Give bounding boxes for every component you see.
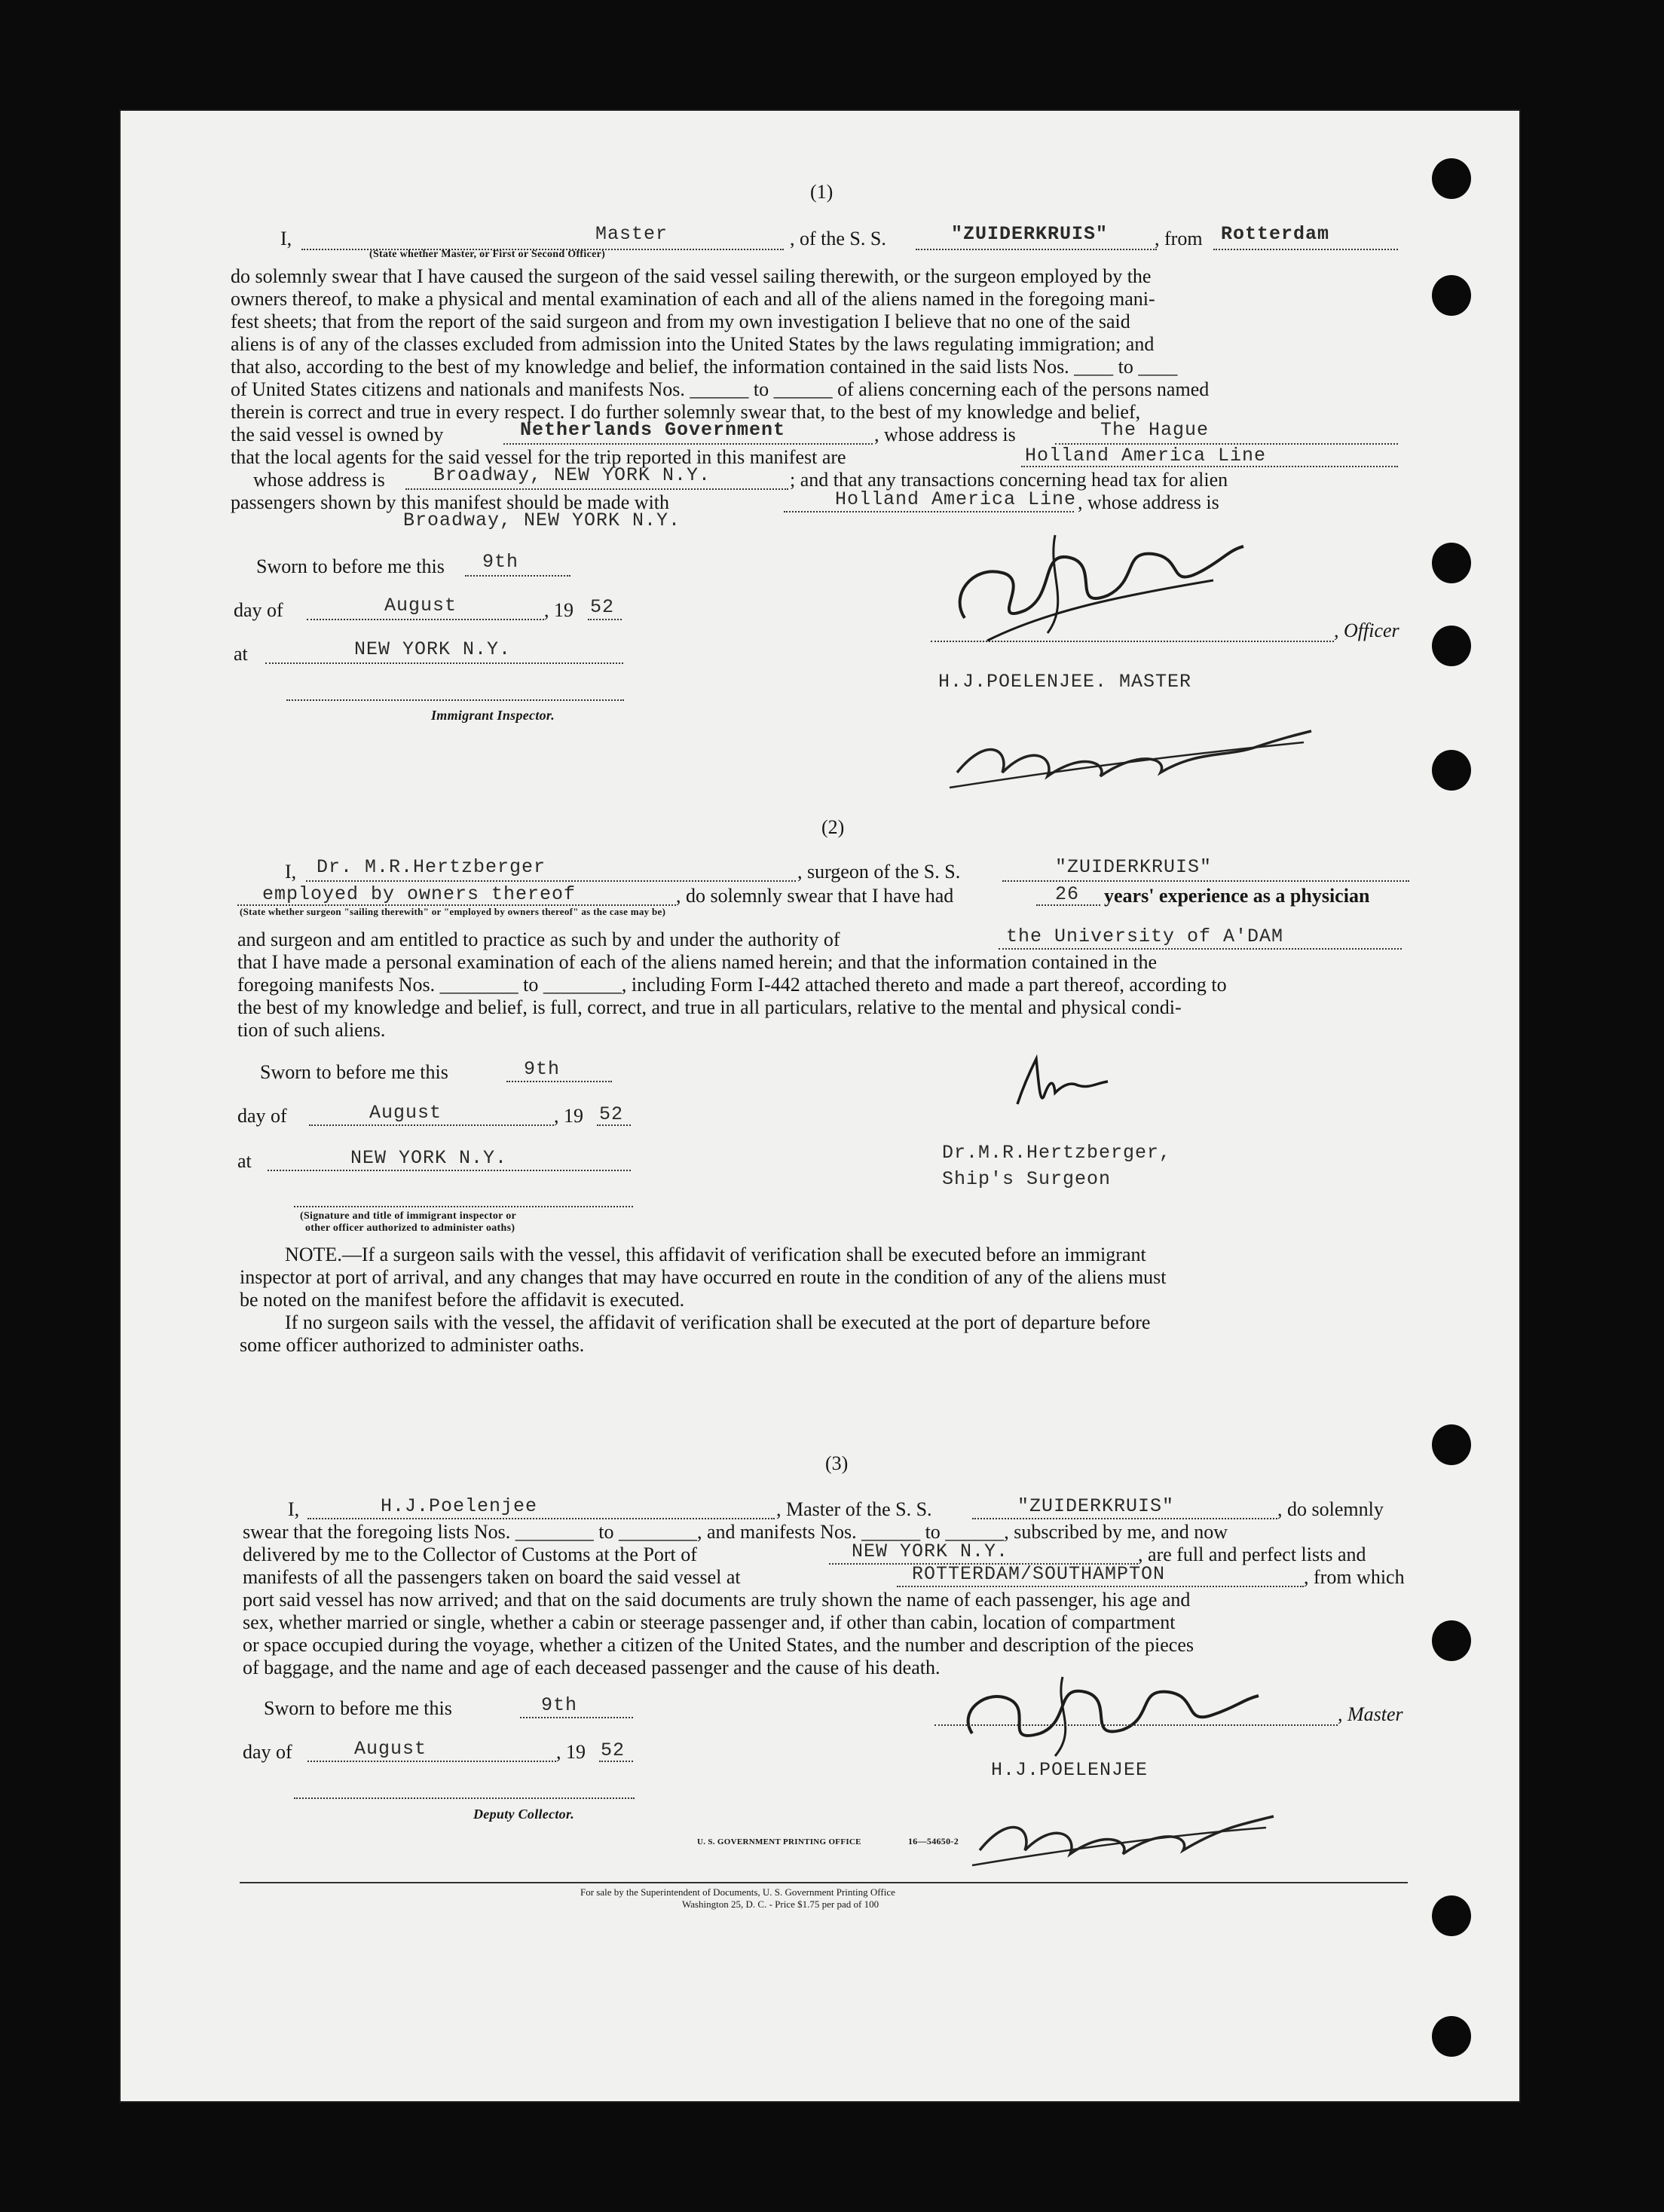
- oath-line: aliens is of any of the classes excluded from admission into the United States by the laws regulating immigration; and: [231, 333, 1155, 355]
- sworn-month: August: [384, 595, 457, 616]
- surgeon-typed-name: Dr.M.R.Hertzberger,: [942, 1142, 1172, 1164]
- oath-line: do solemnly swear that I have caused the surgeon of the said vessel sailing therewith, or the surgeon employed by the: [231, 265, 1152, 287]
- section-number: (2): [821, 816, 845, 838]
- ship-name: "ZUIDERKRUIS": [951, 223, 1109, 245]
- year-suffix: 52: [601, 1739, 626, 1761]
- fill-line: [1213, 249, 1398, 250]
- oath-line: of United States citizens and nationals and manifests Nos. ______ to ______ of aliens concerning each of the persons named: [231, 378, 1210, 400]
- agents-label: that the local agents for the said vessel for the trip reported in this manifest are: [231, 446, 846, 468]
- punch-hole: [1432, 1620, 1471, 1661]
- solemnly-label: , do solemnly: [1277, 1498, 1384, 1520]
- fill-line: [307, 1518, 775, 1519]
- punch-hole: [1432, 1895, 1471, 1936]
- master-name: H.J.Poelenjee: [381, 1495, 538, 1517]
- day-of-label: day of: [234, 599, 283, 621]
- oath-line: that I have made a personal examination of each of the aliens named herein; and that the information contained in the: [237, 951, 1158, 973]
- footer-line: For sale by the Superintendent of Documents, U. S. Government Printing Office: [580, 1886, 895, 1898]
- inspector-note: other officer authorized to administer oaths): [305, 1222, 515, 1234]
- ship-name: "ZUIDERKRUIS": [1055, 856, 1213, 878]
- agents-address: Broadway, NEW YORK N.Y.: [433, 464, 711, 486]
- deputy-caption: Deputy Collector.: [473, 1807, 575, 1822]
- from-port: Rotterdam: [1221, 223, 1330, 245]
- oath-line: fest sheets; that from the report of the said surgeon and from my own investigation I believe that no one of the said: [231, 311, 1130, 332]
- master-typed-name: H.J.POELENJEE. MASTER: [938, 671, 1192, 693]
- master-caption: , Master: [1338, 1703, 1403, 1725]
- fill-line: [309, 1124, 554, 1126]
- oath-line: that also, according to the best of my knowledge and belief, the information contained in the said lists Nos. ____ to ____: [231, 356, 1178, 378]
- fill-line: [588, 619, 622, 620]
- port-label: delivered by me to the Collector of Customs at the Port of: [243, 1544, 697, 1565]
- at-label: at: [237, 1150, 252, 1172]
- fill-line: [916, 249, 1157, 250]
- whose-address-label-2: , whose address is: [1078, 491, 1219, 513]
- oath-line: owners thereof, to make a physical and mental examination of each and all of the aliens named in the foregoing mani-: [231, 288, 1155, 310]
- state-note: (State whether surgeon "sailing therewith" or "employed by owners thereof" as the case may be): [240, 906, 666, 917]
- boarded-at: ROTTERDAM/SOUTHAMPTON: [912, 1563, 1166, 1585]
- agents: Holland America Line: [1025, 445, 1267, 467]
- port-label-end: , are full and perfect lists and: [1138, 1544, 1366, 1565]
- i-label: I,: [285, 861, 297, 883]
- sworn-day: 9th: [541, 1694, 578, 1716]
- agents-address-label: whose address is: [253, 469, 385, 491]
- oath-line: of baggage, and the name and age of each deceased passenger and the cause of his death.: [243, 1657, 941, 1678]
- oath-line: tion of such aliens.: [237, 1019, 386, 1041]
- surgeon-name: Dr. M.R.Hertzberger: [317, 856, 546, 878]
- master-signature: [965, 1786, 1281, 1869]
- footer-line: Washington 25, D. C. - Price $1.75 per pad of 100: [682, 1898, 879, 1910]
- section-number: (1): [810, 181, 834, 203]
- signature-line: [934, 1724, 1338, 1726]
- punch-hole: [1432, 750, 1471, 791]
- sworn-month: August: [354, 1738, 427, 1760]
- authority: the University of A'DAM: [1006, 925, 1284, 947]
- signature-line: [294, 1797, 635, 1799]
- punch-hole: [1432, 158, 1471, 199]
- year-suffix: 52: [590, 596, 615, 618]
- master-typed-name: H.J.POELENJEE: [991, 1759, 1149, 1781]
- note-line: some officer authorized to administer oaths.: [240, 1334, 585, 1356]
- fill-line: [506, 1081, 612, 1082]
- years: 26: [1055, 883, 1080, 905]
- punch-hole: [1432, 1424, 1471, 1465]
- port: NEW YORK N.Y.: [852, 1540, 1009, 1562]
- note-line: inspector at port of arrival, and any changes that may have occurred en route in the condition of any of the aliens must: [240, 1266, 1167, 1288]
- at-label: at: [234, 643, 248, 665]
- fill-line: [1021, 466, 1398, 467]
- fill-line: [306, 880, 796, 882]
- fill-line: [268, 1170, 631, 1171]
- surgeon-of-label: , surgeon of the S. S.: [797, 861, 961, 883]
- surgeon-title: Ship's Surgeon: [942, 1168, 1112, 1190]
- officer-signature: [942, 520, 1259, 656]
- fill-line: [405, 488, 788, 490]
- year-prefix: , 19: [556, 1741, 586, 1763]
- boarded-label-end: , from which: [1304, 1566, 1405, 1588]
- officer-title: Master: [595, 223, 668, 245]
- sworn-place: NEW YORK N.Y.: [354, 638, 512, 660]
- fill-line: [1002, 880, 1409, 882]
- fill-line: [897, 1586, 1304, 1587]
- year-prefix: , 19: [544, 599, 574, 621]
- surgeon-signature: [1002, 1051, 1115, 1119]
- fill-line: [1036, 904, 1100, 906]
- punch-hole: [1432, 543, 1471, 583]
- year-suffix: 52: [599, 1103, 624, 1125]
- owned-by-label: the said vessel is owned by: [231, 424, 444, 445]
- head-tax-address: Broadway, NEW YORK N.Y.: [403, 509, 681, 531]
- fill-line: [265, 662, 623, 664]
- gpo-imprint: U. S. GOVERNMENT PRINTING OFFICE: [697, 1837, 861, 1846]
- owner: Netherlands Government: [520, 419, 786, 441]
- from-label: , from: [1155, 228, 1203, 249]
- oath-line: sex, whether married or single, whether a cabin or steerage passenger and, if other than cabin, location of compartment: [243, 1611, 1176, 1633]
- note-line: If no surgeon sails with the vessel, the affidavit of verification shall be executed at the port of departure before: [285, 1311, 1151, 1333]
- sworn-place: NEW YORK N.Y.: [350, 1147, 508, 1169]
- ship-name: "ZUIDERKRUIS": [1017, 1495, 1175, 1517]
- i-label: I,: [280, 228, 292, 249]
- employment: employed by owners thereof: [262, 883, 577, 905]
- oath-line: foregoing manifests Nos. ________ to ________, including Form I-442 attached thereto and made a part thereof, according to: [237, 974, 1227, 996]
- fill-line: [597, 1124, 631, 1126]
- inspector-note: (Signature and title of immigrant inspector or: [300, 1210, 517, 1222]
- sworn-day: 9th: [524, 1058, 561, 1080]
- signature-line: [294, 1206, 633, 1207]
- note-line: be noted on the manifest before the affidavit is executed.: [240, 1289, 685, 1311]
- signature-line: [286, 699, 624, 701]
- oath-line: swear that the foregoing lists Nos. ________ to ________, and manifests Nos. ______ to ______, subscribed by me, and now: [243, 1521, 1228, 1543]
- owner-address: The Hague: [1100, 419, 1210, 441]
- boarded-label: manifests of all the passengers taken on board the said vessel at: [243, 1566, 741, 1588]
- of-the-ss-label: , of the S. S.: [790, 228, 886, 249]
- master-signature: [942, 705, 1319, 795]
- punch-hole: [1432, 275, 1471, 316]
- sworn-label: Sworn to before me this: [260, 1061, 448, 1083]
- head-tax-label: ; and that any transactions concerning head tax for alien: [790, 469, 1228, 491]
- master-of-label: , Master of the S. S.: [776, 1498, 932, 1520]
- section-number: (3): [825, 1452, 849, 1474]
- day-of-label: day of: [243, 1741, 292, 1763]
- fill-line: [599, 1761, 633, 1762]
- fill-line: [784, 511, 1074, 512]
- authority-label: and surgeon and am entitled to practice as such by and under the authority of: [237, 929, 840, 950]
- sworn-month: August: [369, 1102, 442, 1124]
- day-of-label: day of: [237, 1105, 287, 1127]
- note-line: NOTE.—If a surgeon sails with the vessel, this affidavit of verification shall be executed before an immigrant: [285, 1244, 1146, 1265]
- fill-line: [972, 1518, 1277, 1519]
- oath-line: therein is correct and true in every respect. I do further solemnly swear that, to the best of my knowledge and belief,: [231, 401, 1141, 423]
- year-prefix: , 19: [554, 1105, 583, 1127]
- fill-line: [999, 948, 1402, 950]
- fill-line: [503, 443, 873, 445]
- oath-line: the best of my knowledge and belief, is full, correct, and true in all particulars, relative to the mental and physical condi-: [237, 996, 1182, 1018]
- fill-line: [307, 1761, 556, 1762]
- fill-line: [465, 575, 570, 577]
- sworn-day: 9th: [482, 551, 519, 573]
- whose-address-label: , whose address is: [874, 424, 1016, 445]
- swear-label: , do solemnly swear that I have had: [676, 885, 954, 907]
- master-signature: [950, 1673, 1266, 1764]
- state-note: (State whether Master, or First or Second Officer): [369, 249, 606, 260]
- head-tax-with: Holland America Line: [835, 488, 1077, 510]
- sworn-label: Sworn to before me this: [264, 1697, 452, 1719]
- fill-line: [307, 619, 544, 620]
- punch-hole: [1432, 626, 1471, 666]
- form-code: 16—54650-2: [908, 1836, 959, 1846]
- oath-line: or space occupied during the voyage, whether a citizen of the United States, and the number and description of the pieces: [243, 1634, 1194, 1656]
- footer-rule: [240, 1882, 1408, 1883]
- punch-hole: [1432, 2016, 1471, 2057]
- head-tax-label-2: passengers shown by this manifest should be made with: [231, 491, 670, 513]
- experience-label: years' experience as a physician: [1104, 885, 1370, 907]
- officer-caption: , Officer: [1334, 620, 1399, 641]
- sworn-label: Sworn to before me this: [256, 555, 445, 577]
- fill-line: [520, 1717, 633, 1718]
- oath-line: port said vessel has now arrived; and that on the said documents are truly shown the name of each passenger, his age and: [243, 1589, 1191, 1611]
- signature-line: [931, 641, 1334, 642]
- i-label: I,: [288, 1498, 300, 1520]
- inspector-caption: Immigrant Inspector.: [431, 708, 555, 723]
